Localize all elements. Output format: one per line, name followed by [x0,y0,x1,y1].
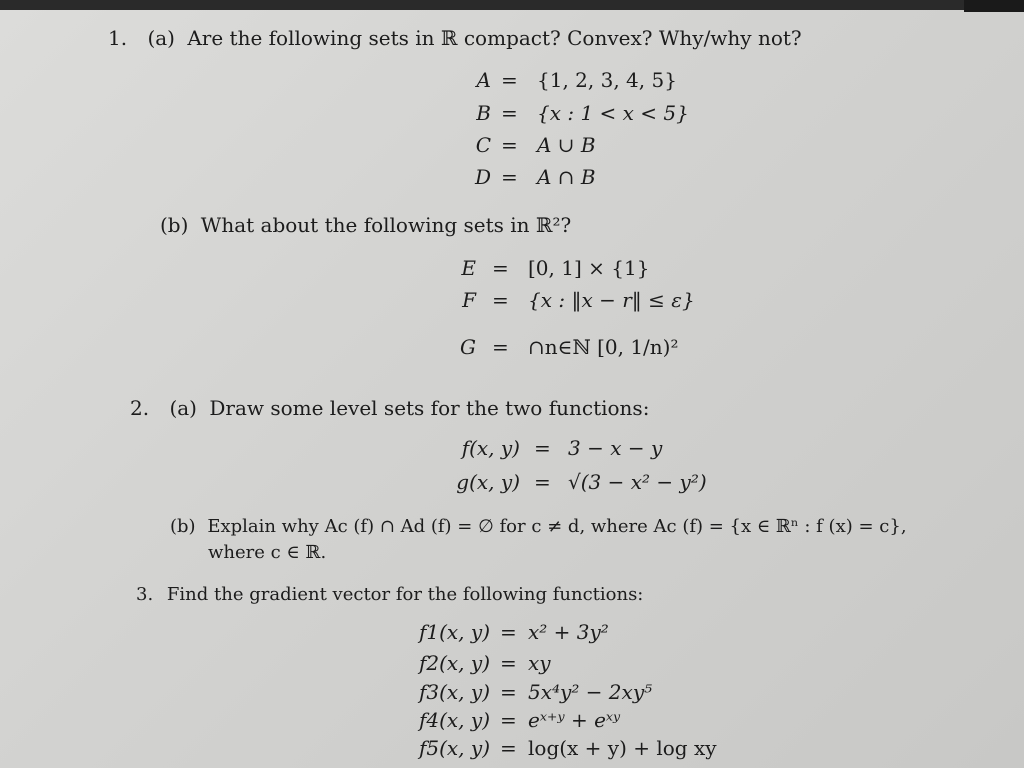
set-definition: [0, 1] × {1} [528,256,650,280]
equals-sign: = [492,288,509,312]
function-name: g(x, y) [456,470,520,494]
set-name: A [476,68,491,92]
screen-top-edge [0,0,1024,10]
set-definition: {x : 1 < x < 5} [537,101,689,125]
problem-1-heading [108,26,802,50]
equals-sign: = [500,651,517,675]
set-definition: A ∩ B [537,165,596,189]
function-name: f2(x, y) [418,651,490,675]
problem-2b-line-2: where c ∈ ℝ. [208,542,327,563]
equals-sign: = [500,620,517,644]
problem-number: 1. [108,26,128,50]
problem-text: Find the gradient vector for the following functions: [166,584,644,605]
equals-sign: = [500,736,517,760]
problem-number: 3. [136,584,154,605]
function-definition: eˣ⁺ʸ + eˣʸ [528,708,621,732]
function-definition: x² + 3y² [528,620,609,644]
function-definition: 3 − x − y [568,436,663,460]
set-name: E [461,256,476,280]
equals-sign: = [501,165,518,189]
equals-sign: = [492,335,509,359]
problem-1b-heading [160,213,571,237]
part-label: (b) [170,516,196,537]
part-label: (b) [160,213,189,237]
part-text: Explain why Ac (f) ∩ Ad (f) = ∅ for c ≠ d, where Ac (f) = {x ∈ ℝⁿ : f (x) = c}, [207,516,907,537]
function-name: f3(x, y) [418,680,490,704]
function-definition: 5x⁴y² − 2xy⁵ [528,680,653,704]
set-name: D [474,165,491,189]
equals-sign: = [534,470,551,494]
screen-corner [964,0,1024,12]
function-name: f4(x, y) [418,708,490,732]
set-name: F [462,288,476,312]
equals-sign: = [500,708,517,732]
equals-sign: = [492,256,509,280]
part-text: Are the following sets in ℝ compact? Convex? Why/why not? [187,26,802,50]
set-name: G [460,335,476,359]
problem-3-heading [136,584,643,605]
set-definition: ∩n∈ℕ [0, 1/n)² [528,335,679,359]
set-name: C [475,133,491,157]
set-definition: {x : ‖x − r‖ ≤ ε} [528,288,695,312]
set-name: B [476,101,491,125]
function-definition: √(3 − x² − y²) [568,470,707,494]
problem-number: 2. [130,396,150,420]
function-definition: log(x + y) + log xy [528,736,717,760]
equals-sign: = [534,436,551,460]
equals-sign: = [500,680,517,704]
part-text: Draw some level sets for the two functions: [209,396,650,420]
set-definition: {1, 2, 3, 4, 5} [537,68,677,92]
function-name: f5(x, y) [418,736,490,760]
function-definition: xy [528,651,551,675]
set-definition: A ∪ B [537,133,596,157]
function-name: f(x, y) [461,436,520,460]
equals-sign: = [501,68,518,92]
equals-sign: = [501,133,518,157]
function-name: f1(x, y) [418,620,490,644]
problem-2-heading [130,396,649,420]
part-label: (a) [169,396,197,420]
problem-2b-line-1 [170,516,907,537]
part-text: What about the following sets in ℝ²? [200,213,572,237]
equals-sign: = [501,101,518,125]
part-label: (a) [147,26,175,50]
